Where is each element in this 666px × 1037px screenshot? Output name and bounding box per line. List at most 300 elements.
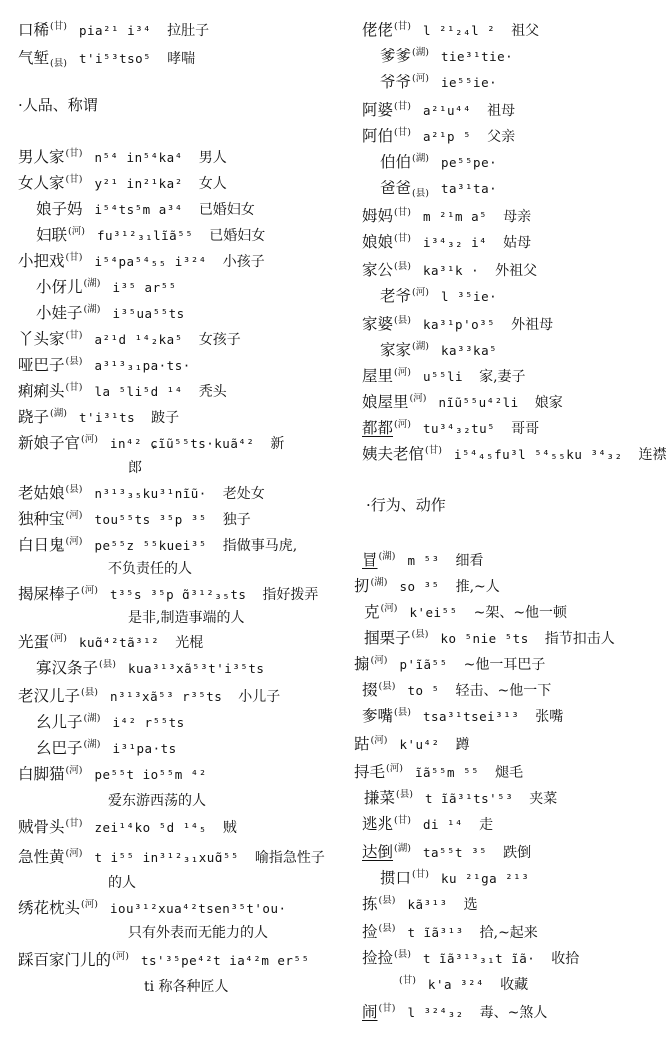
dialect-tag: (县) bbox=[378, 923, 396, 934]
phonetic: a²¹d ¹⁴₂ka⁵ bbox=[94, 332, 183, 347]
phonetic: t ĩã³¹ts'⁵³ bbox=[424, 791, 514, 806]
gloss: 选 bbox=[463, 897, 478, 913]
gloss: 细看 bbox=[455, 553, 484, 569]
headword: 佬佬 bbox=[362, 21, 394, 39]
phonetic: m ⁵³ bbox=[407, 553, 440, 568]
phonetic: i⁵⁴₄₅fu³l ⁵⁴₅₅ku ³⁴₃₂ bbox=[453, 447, 623, 462]
entry bbox=[398, 972, 528, 994]
dialect-tag: (湖) bbox=[394, 843, 411, 854]
phonetic: i³⁵ ar⁵⁵ bbox=[112, 280, 177, 295]
dialect-tag: (河) bbox=[112, 951, 129, 962]
headword: 男人家 bbox=[18, 148, 65, 166]
entry bbox=[380, 176, 497, 199]
entry bbox=[36, 301, 185, 323]
gloss: 祖父 bbox=[511, 23, 540, 39]
gloss: 指做事马虎, bbox=[222, 538, 298, 554]
phonetic: k'u⁴² bbox=[399, 737, 440, 752]
entry bbox=[362, 364, 526, 386]
gloss: 蹲 bbox=[455, 737, 470, 753]
dialect-tag: (县) bbox=[394, 707, 411, 718]
headword: 掼口 bbox=[380, 869, 412, 887]
entry bbox=[380, 866, 529, 888]
headword: 跍 bbox=[354, 735, 370, 753]
headword: 老姑娘 bbox=[18, 484, 65, 502]
headword: 掇 bbox=[362, 681, 378, 699]
entry bbox=[18, 896, 287, 918]
gloss: 老处女 bbox=[222, 486, 265, 502]
section-title: ·人品、称谓 bbox=[18, 96, 98, 114]
gloss: 毒、~煞人 bbox=[479, 1005, 548, 1021]
gloss: 指好拨弄 bbox=[262, 587, 319, 603]
phonetic: so ³⁵ bbox=[399, 579, 440, 594]
entry bbox=[380, 338, 497, 360]
phonetic: tsa³¹tsei³¹³ bbox=[422, 709, 520, 724]
headword: 哑巴子 bbox=[18, 356, 65, 374]
dialect-tag: (河) bbox=[81, 585, 98, 596]
dialect-tag: (甘) bbox=[65, 382, 83, 393]
entry bbox=[362, 1000, 547, 1022]
dialect-tag: (甘) bbox=[412, 869, 429, 880]
headword: 掴栗子 bbox=[364, 629, 411, 647]
gloss: ~架、~他一顿 bbox=[473, 605, 568, 621]
entry bbox=[354, 652, 545, 674]
headword: 急性黄 bbox=[18, 848, 65, 866]
gloss: 轻击、~他一下 bbox=[455, 683, 552, 699]
phonetic: ie⁵⁵ie· bbox=[440, 75, 498, 90]
headword: 家家 bbox=[380, 341, 412, 359]
entry bbox=[18, 431, 284, 453]
dialect-tag: (县) bbox=[394, 261, 411, 272]
dialect-tag: (甘) bbox=[65, 252, 83, 263]
headword: 踩百家门儿的 bbox=[18, 951, 112, 969]
entry bbox=[18, 171, 227, 193]
dialect-tag: (县) bbox=[50, 58, 67, 69]
gloss: 煺毛 bbox=[495, 765, 524, 781]
phonetic: in⁴² ɕĩũ⁵⁵ts·kuã⁴² bbox=[109, 436, 255, 451]
headword: 爹爹 bbox=[380, 47, 412, 65]
phonetic: i³¹pa·ts bbox=[112, 741, 177, 756]
gloss: 光棍 bbox=[175, 635, 204, 651]
gloss: 小儿子 bbox=[238, 689, 281, 705]
phonetic: kuɑ̃⁴²tã³¹² bbox=[78, 635, 160, 650]
gloss: 指节扣击人 bbox=[544, 631, 615, 647]
dialect-tag: (湖) bbox=[50, 408, 67, 419]
dialect-tag: (甘) bbox=[394, 21, 411, 32]
gloss: 父亲 bbox=[487, 129, 516, 145]
headword: 白日鬼 bbox=[18, 536, 65, 554]
entry bbox=[362, 416, 539, 438]
headword: 娘娘 bbox=[362, 233, 394, 251]
headword: 妇联 bbox=[36, 226, 68, 244]
headword: 幺巴子 bbox=[36, 739, 83, 757]
entry bbox=[18, 507, 251, 529]
dialect-tag: (湖) bbox=[83, 713, 101, 724]
entry bbox=[364, 786, 557, 808]
dialect-tag: (河) bbox=[65, 510, 83, 521]
dialect-tag: (甘) bbox=[65, 330, 83, 341]
gloss: 夹菜 bbox=[529, 791, 558, 807]
gloss: ~他一耳巴子 bbox=[463, 657, 546, 673]
headword: 都都 bbox=[362, 419, 394, 437]
phonetic: t ĩã³¹³₃₁t ĩã· bbox=[422, 951, 536, 966]
gloss: 贼 bbox=[222, 820, 237, 836]
headword: 姨夫老倌 bbox=[362, 445, 425, 463]
entry bbox=[18, 533, 297, 555]
phonetic: ka³¹k · bbox=[422, 263, 480, 278]
headword: 女人家 bbox=[18, 174, 65, 192]
dialect-tag: (湖) bbox=[83, 304, 101, 315]
phonetic: t'i³¹ts bbox=[78, 410, 136, 425]
phonetic: pe⁵⁵t io⁵⁵m ⁴² bbox=[94, 767, 207, 782]
headword: 捡 bbox=[362, 923, 378, 941]
entry bbox=[362, 442, 666, 464]
headword: 老爷 bbox=[380, 287, 412, 305]
phonetic: kã³¹³ bbox=[407, 897, 448, 912]
dialect-tag: (甘) bbox=[65, 818, 83, 829]
phonetic: t'i⁵³tso⁵ bbox=[78, 51, 152, 66]
phonetic: ko ⁵nie ⁵ts bbox=[440, 631, 529, 646]
phonetic: t i⁵⁵ in³¹²₃₁xuɑ̃⁵⁵ bbox=[94, 850, 239, 865]
dialect-tag: (河) bbox=[68, 226, 85, 237]
gloss: 小孩子 bbox=[222, 254, 265, 270]
headword: 小伢儿 bbox=[36, 278, 83, 296]
gloss-continuation: 的人 bbox=[108, 875, 136, 891]
phonetic: t ĩã³¹³ bbox=[407, 925, 464, 940]
gloss: 拾,~起来 bbox=[479, 925, 538, 941]
phonetic: ĩã⁵⁵m ⁵⁵ bbox=[414, 765, 480, 780]
headword: 阿婆 bbox=[362, 101, 394, 119]
dialect-tag: (河) bbox=[380, 603, 398, 614]
entry bbox=[362, 204, 531, 226]
phonetic: iou³¹²xua⁴²tsen³⁵t'ou· bbox=[109, 901, 287, 916]
headword: 独种宝 bbox=[18, 510, 65, 528]
entry bbox=[362, 840, 531, 862]
phonetic: di ¹⁴ bbox=[422, 817, 464, 832]
phonetic: a³¹³₃₁pa·ts· bbox=[94, 358, 191, 373]
gloss-continuation: 不负责任的人 bbox=[108, 561, 192, 577]
headword: 爷爷 bbox=[380, 73, 412, 91]
dialect-tag: (河) bbox=[394, 367, 411, 378]
phonetic: kua³¹³xã⁵³t'i³⁵ts bbox=[127, 661, 265, 676]
phonetic: fu³¹²₃₁lĩã⁵⁵ bbox=[96, 228, 194, 243]
dialect-tag: (县) bbox=[378, 681, 396, 692]
phonetic: i⁵⁴pa⁵⁴₅₅ i³²⁴ bbox=[94, 254, 207, 269]
phonetic: l ³⁵ie· bbox=[440, 289, 498, 304]
gloss-continuation: 爱东游西荡的人 bbox=[108, 793, 206, 809]
gloss: 祖母 bbox=[487, 103, 516, 119]
gloss: 外祖父 bbox=[495, 263, 538, 279]
dialect-tag: (甘) bbox=[394, 127, 411, 138]
entry bbox=[362, 920, 538, 942]
dialect-tag: (河) bbox=[65, 848, 83, 859]
dialect-tag: (湖) bbox=[370, 577, 388, 588]
dialect-tag: (县) bbox=[411, 629, 429, 640]
headword: 老汉儿子 bbox=[18, 687, 81, 705]
entry bbox=[18, 630, 203, 652]
phonetic: ta³¹ta· bbox=[440, 181, 498, 196]
phonetic: n³¹³₃₅ku³¹nĩũ· bbox=[94, 486, 207, 501]
entry bbox=[362, 390, 563, 412]
dialect-tag: (县) bbox=[81, 687, 98, 698]
entry bbox=[18, 46, 195, 69]
phonetic: tu³⁴₃₂tu⁵ bbox=[422, 421, 496, 436]
gloss: 跌倒 bbox=[503, 845, 532, 861]
dialect-tag: (县) bbox=[394, 315, 411, 326]
headword: 达倒 bbox=[362, 843, 394, 861]
dialect-tag: (河) bbox=[409, 393, 427, 404]
entry bbox=[380, 70, 497, 92]
dialect-tag: (河) bbox=[65, 536, 83, 547]
phonetic: tou⁵⁵ts ³⁵p ³⁵ bbox=[94, 512, 207, 527]
phonetic: a²¹p ⁵ bbox=[422, 129, 472, 144]
headword: 白脚猫 bbox=[18, 765, 65, 783]
phonetic: pe⁵⁵z ⁵⁵kuei³⁵ bbox=[94, 538, 207, 553]
gloss-continuation: 郎 bbox=[128, 460, 142, 476]
headword: 娘子妈 bbox=[36, 200, 83, 218]
section-title: ·行为、动作 bbox=[366, 496, 446, 514]
dialect-tag: (甘) bbox=[394, 815, 411, 826]
headword: 伯伯 bbox=[380, 153, 412, 171]
entry bbox=[18, 249, 265, 271]
gloss: 走 bbox=[479, 817, 494, 833]
entry bbox=[354, 732, 470, 754]
dialect-tag: (河) bbox=[65, 765, 83, 776]
dialect-tag: (县) bbox=[99, 659, 116, 670]
dialect-tag: (河) bbox=[412, 287, 429, 298]
entry bbox=[380, 284, 497, 306]
gloss: 已婚妇女 bbox=[209, 228, 266, 244]
phonetic: a²¹u⁴⁴ bbox=[422, 103, 472, 118]
gloss: 男人 bbox=[198, 150, 227, 166]
dialect-tag: (河) bbox=[394, 419, 411, 430]
gloss-continuation: 只有外表而无能力的人 bbox=[128, 925, 268, 941]
dialect-tag: (河) bbox=[81, 434, 98, 445]
headword: 拣 bbox=[362, 895, 378, 913]
entry bbox=[362, 230, 531, 252]
dialect-tag: (湖) bbox=[412, 153, 429, 164]
phonetic: ta⁵⁵t ³⁵ bbox=[422, 845, 488, 860]
headword: 搧 bbox=[354, 655, 370, 673]
dialect-tag: (县) bbox=[412, 188, 429, 199]
headword: 克 bbox=[364, 603, 380, 621]
headword: 逃兆 bbox=[362, 815, 394, 833]
dialect-tag: (县) bbox=[65, 484, 83, 495]
gloss: 推,~人 bbox=[455, 579, 500, 595]
phonetic: k'ei⁵⁵ bbox=[409, 605, 458, 620]
phonetic: i³⁵ua⁵⁵ts bbox=[112, 306, 185, 321]
headword: 阿伯 bbox=[362, 127, 394, 145]
dialect-tag: (河) bbox=[370, 655, 388, 666]
headword: 痢痢头 bbox=[18, 382, 65, 400]
entry bbox=[18, 684, 280, 706]
gloss: 姑母 bbox=[503, 235, 532, 251]
dialect-tag: (甘) bbox=[425, 445, 442, 456]
entry bbox=[362, 312, 553, 334]
dialect-tag: (河) bbox=[50, 633, 67, 644]
phonetic: l ³²⁴₃₂ bbox=[407, 1005, 464, 1020]
phonetic: n⁵⁴ in⁵⁴ka⁴ bbox=[94, 150, 183, 165]
phonetic: l ²¹₂₄l ² bbox=[422, 23, 496, 38]
entry bbox=[18, 379, 227, 401]
headword: 娘屋里 bbox=[362, 393, 409, 411]
headword: 光蛋 bbox=[18, 633, 50, 651]
entry bbox=[18, 762, 207, 784]
headword: 幺儿子 bbox=[36, 713, 83, 731]
entry bbox=[362, 812, 493, 834]
entry bbox=[36, 275, 177, 297]
dialect-tag: (湖) bbox=[83, 278, 101, 289]
headword: 挦毛 bbox=[354, 763, 386, 781]
headword: 扨 bbox=[354, 577, 370, 595]
dialect-tag: (甘) bbox=[65, 148, 83, 159]
entry bbox=[362, 18, 539, 40]
dialect-tag: (县) bbox=[396, 789, 413, 800]
phonetic: k'a ³²⁴ bbox=[427, 977, 485, 992]
gloss: 跛子 bbox=[151, 410, 180, 426]
dialect-tag: (甘) bbox=[399, 975, 416, 986]
headword: 冒 bbox=[362, 551, 378, 569]
entry bbox=[18, 582, 318, 604]
phonetic: zei¹⁴ko ⁵d ¹⁴₅ bbox=[94, 820, 207, 835]
phonetic: i³⁴₃₂ i⁴ bbox=[422, 235, 488, 250]
gloss: 女人 bbox=[198, 176, 227, 192]
entry bbox=[362, 548, 484, 570]
phonetic: y²¹ in²¹ka² bbox=[94, 176, 183, 191]
headword: 搛菜 bbox=[364, 789, 396, 807]
phonetic: n³¹³xã⁵³ r³⁵ts bbox=[109, 689, 223, 704]
phonetic: t³⁵s ³⁵p ɑ̃³¹²₃₅ts bbox=[109, 587, 247, 602]
phonetic: u⁵⁵li bbox=[422, 369, 464, 384]
entry bbox=[362, 946, 579, 968]
entry bbox=[18, 353, 191, 375]
gloss: 秃头 bbox=[198, 384, 227, 400]
gloss: 已婚妇女 bbox=[198, 202, 255, 218]
entry bbox=[18, 948, 309, 970]
headword: 寡汉条子 bbox=[36, 659, 99, 677]
entry bbox=[18, 845, 325, 867]
gloss: 外祖母 bbox=[511, 317, 554, 333]
phonetic: nĩũ⁵⁵u⁴²li bbox=[438, 395, 519, 410]
dialect-tag: (湖) bbox=[412, 341, 429, 352]
dialect-tag: (县) bbox=[65, 356, 83, 367]
entry bbox=[18, 18, 209, 40]
entry bbox=[36, 710, 185, 732]
headword: 跷子 bbox=[18, 408, 50, 426]
phonetic: ts'³⁵pe⁴²t ia⁴²m er⁵⁵ bbox=[140, 953, 310, 968]
dialect-tag: (县) bbox=[378, 895, 396, 906]
entry bbox=[18, 815, 237, 837]
dialect-tag: (甘) bbox=[378, 1003, 396, 1014]
dialect-tag: (河) bbox=[386, 763, 403, 774]
headword: 闹 bbox=[362, 1003, 378, 1021]
entry bbox=[18, 405, 179, 427]
phonetic: i⁴² r⁵⁵ts bbox=[112, 715, 185, 730]
dialect-tag: (甘) bbox=[50, 21, 67, 32]
dialect-tag: (湖) bbox=[83, 739, 101, 750]
entry bbox=[362, 892, 478, 914]
headword: 绣花枕头 bbox=[18, 899, 81, 917]
phonetic: tie³¹tie· bbox=[440, 49, 514, 64]
gloss: 哥哥 bbox=[511, 421, 540, 437]
dialect-tag: (河) bbox=[412, 73, 429, 84]
headword: 爸爸 bbox=[380, 179, 412, 197]
phonetic: p'ĩã⁵⁵ bbox=[399, 657, 448, 672]
phonetic: ka³³ka⁵ bbox=[440, 343, 498, 358]
entry bbox=[18, 481, 265, 503]
phonetic: pe⁵⁵pe· bbox=[440, 155, 498, 170]
phonetic: pia²¹ i³⁴ bbox=[78, 23, 152, 38]
entry bbox=[354, 574, 500, 596]
headword: 口稀 bbox=[18, 21, 50, 39]
dialect-tag: (湖) bbox=[378, 551, 396, 562]
entry bbox=[362, 678, 551, 700]
entry bbox=[18, 145, 227, 167]
entry bbox=[362, 258, 537, 280]
headword: 新娘子官 bbox=[18, 434, 81, 452]
dialect-tag: (河) bbox=[81, 899, 98, 910]
entry bbox=[36, 736, 177, 758]
gloss: 收藏 bbox=[500, 977, 529, 993]
headword: 小把戏 bbox=[18, 252, 65, 270]
phonetic: ka³¹p'o³⁵ bbox=[422, 317, 496, 332]
phonetic: la ⁵li⁵d ¹⁴ bbox=[94, 384, 183, 399]
phonetic: ku ²¹ga ²¹³ bbox=[440, 871, 530, 886]
headword: 捡捡 bbox=[362, 949, 394, 967]
dialect-tag: (河) bbox=[370, 735, 388, 746]
headword: 奓嘴 bbox=[362, 707, 394, 725]
headword: 贼骨头 bbox=[18, 818, 65, 836]
dialect-tag: (甘) bbox=[394, 101, 411, 112]
dialect-tag: (甘) bbox=[394, 233, 411, 244]
headword: 屋里 bbox=[362, 367, 394, 385]
entry bbox=[36, 223, 265, 245]
gloss: 独子 bbox=[222, 512, 251, 528]
entry bbox=[362, 124, 515, 146]
gloss-continuation: ti 称各种匠人 bbox=[144, 979, 229, 995]
gloss: 张嘴 bbox=[535, 709, 564, 725]
gloss: 连襟 bbox=[638, 447, 666, 463]
entry bbox=[364, 626, 615, 648]
dialect-tag: (甘) bbox=[65, 174, 83, 185]
entry bbox=[354, 760, 523, 782]
entry bbox=[36, 197, 255, 219]
entry bbox=[18, 327, 241, 349]
phonetic: i⁵⁴ts⁵m a³⁴ bbox=[94, 202, 183, 217]
gloss: 母亲 bbox=[503, 209, 532, 225]
entry bbox=[362, 704, 563, 726]
gloss: 哮喘 bbox=[167, 51, 196, 67]
dialect-tag: (甘) bbox=[394, 207, 411, 218]
gloss-continuation: 是非,制造事端的人 bbox=[128, 610, 245, 626]
phonetic: to ⁵ bbox=[407, 683, 440, 698]
gloss: 娘家 bbox=[534, 395, 563, 411]
dialect-tag: (县) bbox=[394, 949, 411, 960]
gloss: 新 bbox=[270, 436, 285, 452]
gloss: 喻指急性子 bbox=[254, 850, 325, 866]
gloss: 女孩子 bbox=[198, 332, 241, 348]
headword: 姆妈 bbox=[362, 207, 394, 225]
entry bbox=[364, 600, 567, 622]
headword: 家公 bbox=[362, 261, 394, 279]
headword: 家婆 bbox=[362, 315, 394, 333]
gloss: 家,妻子 bbox=[479, 369, 526, 385]
headword: 小娃子 bbox=[36, 304, 83, 322]
gloss: 拉肚子 bbox=[167, 23, 210, 39]
headword: 气堑 bbox=[18, 49, 50, 67]
headword: 丫头家 bbox=[18, 330, 65, 348]
headword: 揭屎棒子 bbox=[18, 585, 81, 603]
entry bbox=[362, 98, 515, 120]
